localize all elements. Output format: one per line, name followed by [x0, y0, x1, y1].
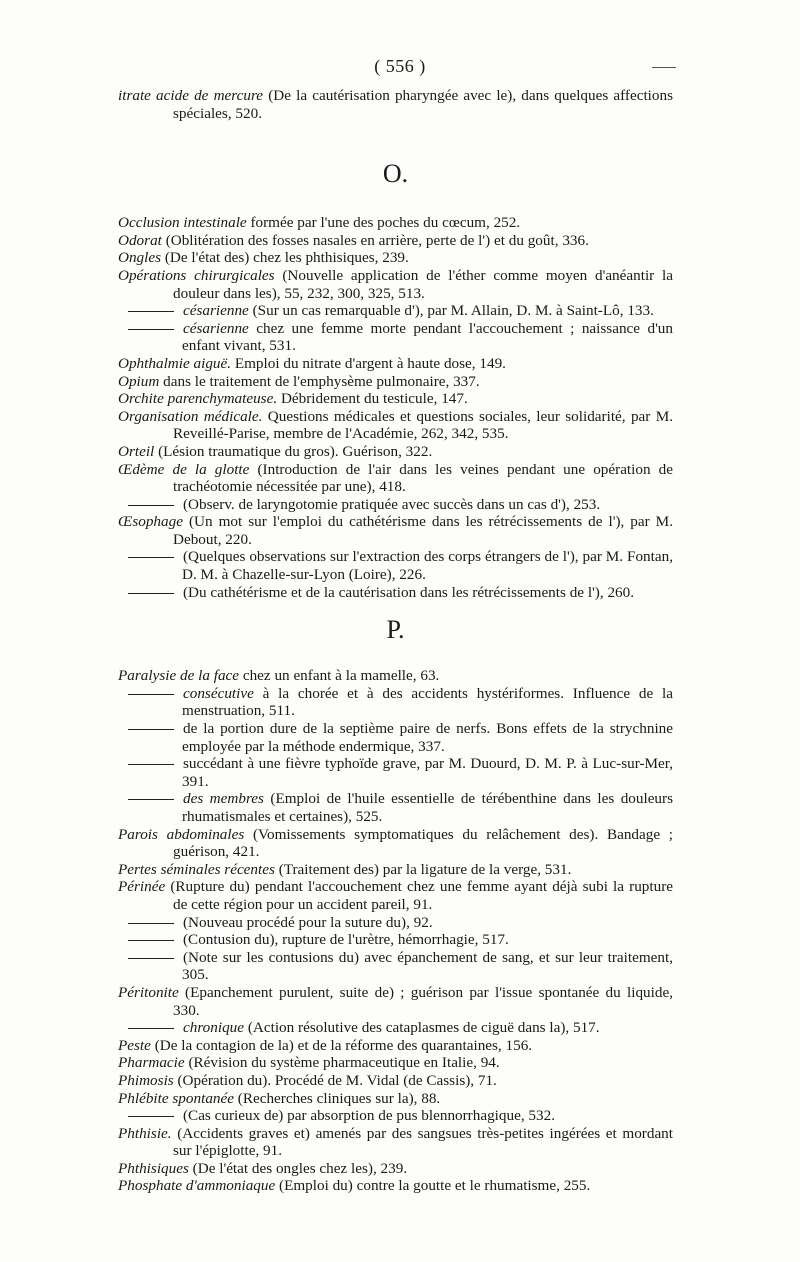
entry-heading: des membres [183, 790, 264, 808]
index-entry [118, 1160, 673, 1178]
entry-heading: Pertes séminales récentes [118, 860, 275, 878]
ditto-dash [128, 923, 174, 924]
index-subentry [118, 914, 673, 932]
entry-text: (De l'état des) chez les phthisiques, 239. [161, 249, 409, 267]
entry-heading: Péritonite [118, 983, 179, 1001]
entry-text: (Oblitération des fosses nasales en arrière, perte de l') et du goût, 336. [161, 231, 589, 249]
entry-heading: Paralysie de la face [118, 667, 240, 685]
index-entry [118, 1072, 673, 1090]
entry-heading: Orchite parenchymateuse. [118, 390, 278, 408]
entry-text: (Nouvelle application de l'éther comme moyen d'anéantir la douleur dans les), 55, 232, 300, 325, 513. [173, 266, 673, 302]
index-entry [118, 214, 673, 232]
entry-heading: Périnée [118, 878, 166, 896]
entry-text: (Un mot sur l'emploi du cathétérisme dans les rétrécissements de l'), par M. Debout, 220. [173, 513, 673, 548]
entry-text: (Sur un cas remarquable d'), par M. Allain, D. M. à Saint-Lô, 133. [248, 302, 654, 320]
entry-text: (De l'état des ongles chez les), 239. [188, 1159, 408, 1177]
entry-heading: Odorat [118, 231, 162, 249]
index-subentry [118, 790, 673, 825]
entry-heading: Orteil [118, 442, 155, 460]
entry-heading: Organisation médicale. [118, 407, 263, 425]
entry-text: (Emploi de l'huile essentielle de térébenthine dans les douleurs rhumatismales et certaines), 525. [182, 790, 673, 825]
index-entry [118, 1090, 673, 1108]
entry-text: (Lésion traumatique du gros). Guérison, 322. [154, 442, 433, 460]
entry-text: (Cas curieux de) par absorption de pus blennorrhagique, 532. [183, 1107, 555, 1125]
entry-heading: itrate acide de mercure [118, 87, 264, 104]
entry-text: (Révision du système pharmaceutique en Italie, 94. [184, 1054, 500, 1072]
entry-text: Débridement du testicule, 147. [277, 390, 468, 408]
index-entry [118, 826, 673, 861]
entry-text: (De la contagion de la) et de la réforme des quarantaines, 156. [150, 1036, 533, 1054]
index-entry [118, 232, 673, 250]
entry-heading: Ophthalmie aiguë. [118, 354, 232, 372]
entry-text: (Note sur les contusions du) avec épanchement de sang, et sur leur traitement, 305. [182, 948, 673, 984]
entry-heading: Phosphate d'ammoniaque [118, 1177, 276, 1195]
section-letter: O. [382, 159, 409, 189]
ditto-dash [128, 799, 174, 800]
entry-heading: Ongles [118, 249, 162, 267]
entry-text: (De la cautérisation pharyngée avec le), dans quelques affections spéciales, 520. [173, 87, 673, 122]
index-entry [118, 267, 673, 302]
entry-text: (Observ. de laryngotomie pratiquée avec succès dans un cas d'), 253. [183, 495, 601, 513]
index-entry [118, 1125, 673, 1160]
entry-text: (Nouveau procédé pour la suture du), 92. [183, 913, 433, 931]
index-entry [118, 513, 673, 548]
entry-text: de la portion dure de la septième paire de nerfs. Bons effets de la strychnine employée par la méthode endermique, 337. [182, 720, 673, 755]
entry-heading: Œsophage [118, 513, 183, 531]
index-entry [118, 408, 673, 443]
index-subentry [118, 496, 673, 514]
index-entry [118, 1177, 673, 1195]
entry-text: (Du cathétérisme et de la cautérisation dans les rétrécissements de l'), 260. [183, 583, 635, 601]
entry-text: chez un enfant à la mamelle, 63. [239, 667, 440, 685]
index-entry [118, 87, 673, 122]
entry-text: (Action résolutive des cataplasmes de ciguë dans la), 517. [244, 1019, 600, 1037]
entry-text: (Traitement des) par la ligature de la verge, 531. [274, 860, 572, 878]
index-entry [118, 355, 673, 373]
ditto-dash [128, 557, 174, 558]
index-entry [118, 861, 673, 879]
ditto-dash [128, 729, 174, 730]
entry-heading: césarienne [183, 302, 249, 320]
entry-text: chez une femme morte pendant l'accouchement ; naissance d'un enfant vivant, 531. [182, 319, 673, 355]
entry-text: (Rupture du) pendant l'accouchement chez une femme ayant déjà subi la rupture de cette région pour un accident pareil, 91. [165, 878, 673, 913]
entry-text: (Accidents graves et) amenés par des sangsues très-petites ingérées et mordant sur l'épiglotte, 91. [171, 1124, 673, 1160]
index-entry [118, 1054, 673, 1072]
entry-text: (Recherches cliniques sur la), 88. [233, 1089, 441, 1107]
ditto-dash [128, 1028, 174, 1029]
index-subentry [118, 584, 673, 602]
page-number: ( 556 ) [374, 56, 426, 76]
entry-text: (Contusion du), rupture de l'urètre, hémorrhagie, 517. [183, 931, 509, 949]
ditto-dash [128, 764, 174, 765]
entry-heading: Opérations chirurgicales [118, 266, 275, 284]
index-subentry [118, 1019, 673, 1037]
entry-heading: Parois abdominales [118, 825, 245, 843]
entry-heading: Occlusion intestinale [118, 214, 247, 232]
entry-heading: chronique [183, 1019, 245, 1037]
entry-heading: Opium [118, 372, 160, 390]
index-entry [118, 443, 673, 461]
entry-text: Emploi du nitrate d'argent à haute dose, 149. [231, 354, 506, 372]
index-content [118, 87, 673, 1195]
index-subentry [118, 755, 673, 790]
entry-heading: Phthisiques [118, 1159, 189, 1177]
entry-heading: Phimosis [118, 1071, 174, 1089]
entry-text: dans le traitement de l'emphysème pulmonaire, 337. [159, 372, 480, 390]
entry-text: succédant à une fièvre typhoïde grave, par M. Duourd, D. M. P. à Luc-sur-Mer, 391. [182, 755, 673, 790]
entry-text: Questions médicales et questions sociales, leur solidarité, par M. Reveillé-Parise, membre de l'Académie, 262, 342, 535. [173, 407, 673, 443]
entry-text: (Emploi du) contre la goutte et le rhumatisme, 255. [275, 1177, 591, 1195]
index-entry [118, 667, 673, 685]
entry-heading: césarienne [183, 319, 249, 337]
index-subentry [118, 320, 673, 355]
index-entry [118, 878, 673, 913]
ditto-dash [128, 329, 174, 330]
index-subentry [118, 720, 673, 755]
ditto-dash [128, 505, 174, 506]
entry-text: (Opération du). Procédé de M. Vidal (de Cassis), 71. [173, 1071, 497, 1089]
index-subentry [118, 949, 673, 984]
ditto-dash [128, 1116, 174, 1117]
section-letter: P. [386, 615, 405, 645]
entry-text: à la chorée et à des accidents hystériformes. Influence de la menstruation, 511. [182, 684, 673, 720]
ditto-dash [128, 940, 174, 941]
index-entry [118, 390, 673, 408]
index-subentry [118, 685, 673, 720]
index-entry [118, 984, 673, 1019]
entry-heading: Phthisie. [118, 1124, 172, 1142]
entry-heading: Phlébite spontanée [118, 1089, 234, 1107]
entry-text: (Vomissements symptomatiques du relâchement des). Bandage ; guérison, 421. [173, 825, 673, 861]
ditto-dash [128, 593, 174, 594]
ditto-dash [128, 958, 174, 959]
index-subentry [118, 931, 673, 949]
index-subentry [118, 548, 673, 583]
index-entry [118, 373, 673, 391]
ditto-dash [128, 694, 174, 695]
entry-heading: Peste [118, 1036, 151, 1054]
index-entry [118, 461, 673, 496]
entry-text: (Epanchement purulent, suite de) ; guérison par l'issue spontanée du liquide, 330. [173, 983, 673, 1019]
index-entry [118, 249, 673, 267]
entry-text: (Quelques observations sur l'extraction des corps étrangers de l'), par M. Fontan, D. M. à Chazelle-sur-Lyon (Loire), 226. [182, 548, 673, 584]
entry-heading: Œdème de la glotte [118, 460, 250, 478]
ditto-dash [128, 311, 174, 312]
entry-heading: Pharmacie [118, 1054, 185, 1072]
index-subentry [118, 1107, 673, 1125]
entry-text: (Introduction de l'air dans les veines pendant une opération de trachéotomie nécessitée par une), 418. [173, 460, 673, 496]
entry-heading: consécutive [183, 684, 254, 702]
entry-text: formée par l'une des poches du cœcum, 252. [246, 214, 521, 232]
header-rule [652, 67, 676, 68]
index-entry [118, 1037, 673, 1055]
index-subentry [118, 302, 673, 320]
